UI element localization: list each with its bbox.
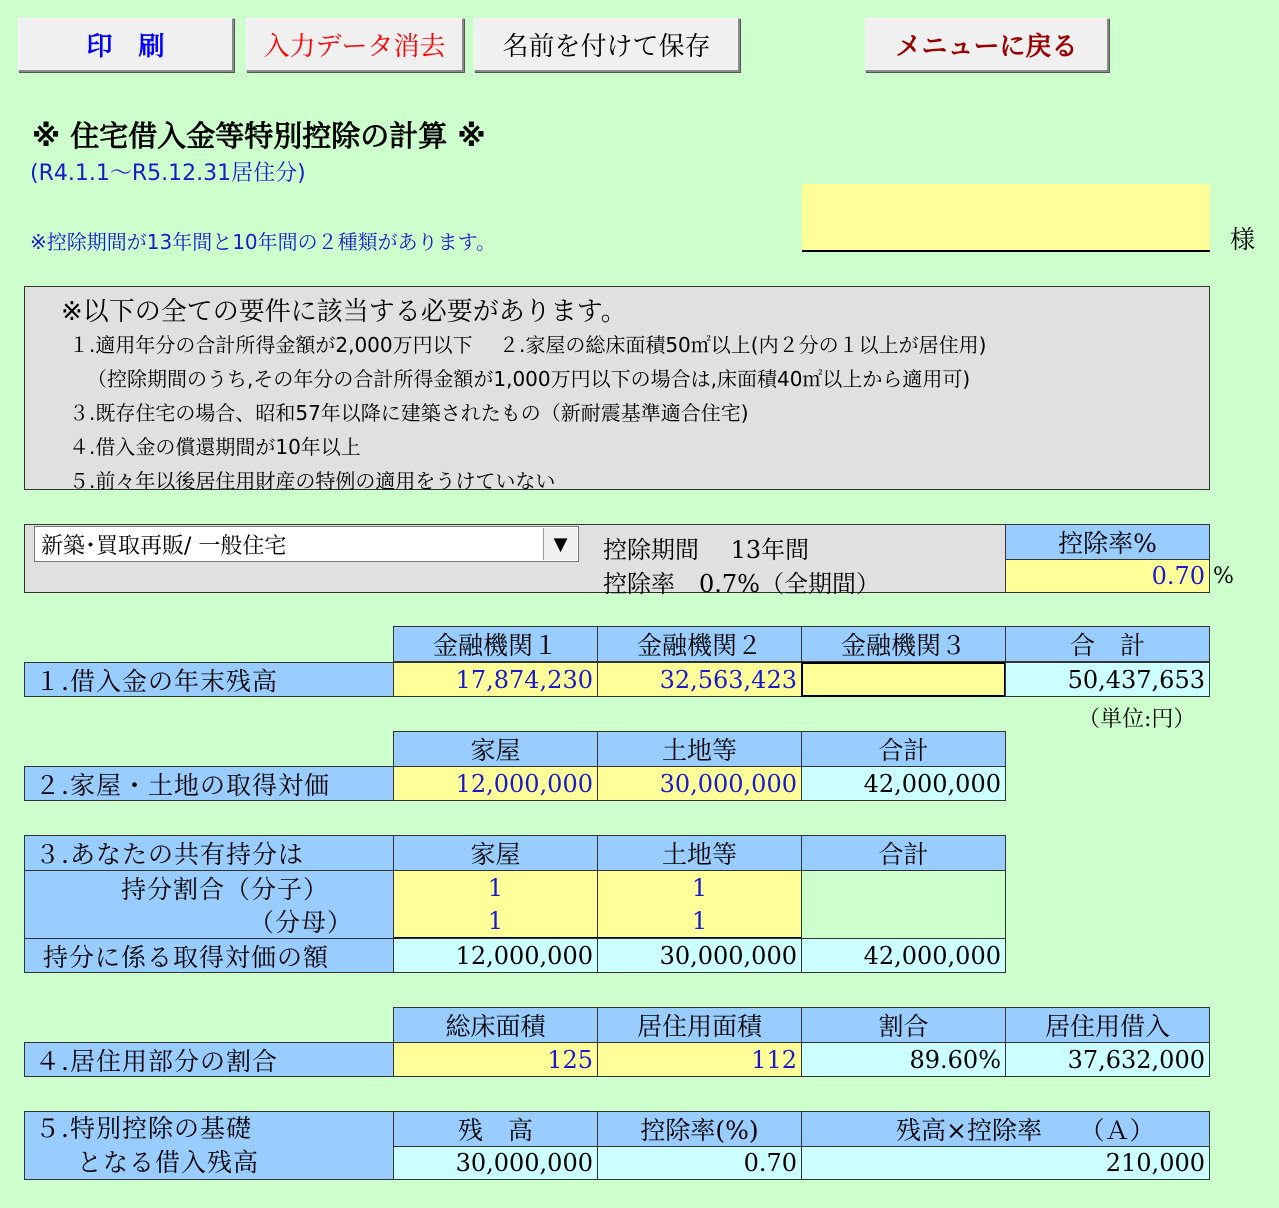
residential-label: ４.居住用部分の割合 bbox=[24, 1042, 394, 1077]
basis-label-line1: ５.特別控除の基礎 bbox=[35, 1113, 252, 1143]
requirement-line: ３.既存住宅の場合、昭和57年以降に建築されたもの（新耐震基準適合住宅) bbox=[69, 401, 749, 425]
housing-type-dropdown[interactable] bbox=[34, 526, 579, 562]
chevron-down-icon[interactable]: ▼ bbox=[543, 528, 577, 560]
residential-floor-area-input[interactable]: 112 bbox=[597, 1042, 802, 1077]
share-denominator-label: （分母） bbox=[24, 904, 394, 939]
basis-rate: 0.70 bbox=[597, 1146, 802, 1180]
loan-header-total: 合 計 bbox=[1005, 626, 1210, 662]
share-house-denominator-input[interactable]: 1 bbox=[393, 904, 598, 939]
residential-ratio: 89.60% bbox=[801, 1042, 1006, 1077]
loan-balance-bank1-input[interactable]: 17,874,230 bbox=[393, 662, 598, 697]
acquisition-header-land: 土地等 bbox=[597, 731, 802, 767]
residential-header-ratio: 割合 bbox=[801, 1007, 1006, 1043]
requirement-line: （控除期間のうち,その年分の合計所得金額が1,000万円以下の場合は,床面積40㎡以上から適用可) bbox=[87, 367, 971, 391]
share-house-numerator-input[interactable]: 1 bbox=[393, 870, 598, 905]
acquisition-land-input[interactable]: 30,000,000 bbox=[597, 766, 802, 801]
basis-header-result: 残高×控除率 （Ａ） bbox=[801, 1111, 1210, 1147]
basis-header-balance: 残 高 bbox=[393, 1111, 598, 1147]
loan-header-bank2: 金融機関２ bbox=[597, 626, 802, 662]
acquisition-house-input[interactable]: 12,000,000 bbox=[393, 766, 598, 801]
basis-balance: 30,000,000 bbox=[393, 1146, 598, 1180]
share-amount-label: 持分に係る取得対価の額 bbox=[24, 938, 394, 973]
residential-header-total-area: 総床面積 bbox=[393, 1007, 598, 1043]
share-land-amount: 30,000,000 bbox=[597, 938, 802, 973]
share-total-amount: 42,000,000 bbox=[801, 938, 1006, 973]
loan-header-bank3: 金融機関３ bbox=[801, 626, 1006, 662]
print-button[interactable]: 印 刷 bbox=[18, 18, 234, 72]
loan-balance-bank3-input[interactable] bbox=[801, 662, 1006, 697]
share-land-denominator-input[interactable]: 1 bbox=[597, 904, 802, 939]
requirement-line: ４.借入金の償還期間が10年以上 bbox=[69, 435, 361, 459]
loan-balance-label: １.借入金の年末残高 bbox=[24, 662, 394, 697]
total-floor-area-input[interactable]: 125 bbox=[393, 1042, 598, 1077]
basis-header-rate: 控除率(%) bbox=[597, 1111, 802, 1147]
requirements-title: ※以下の全ての要件に該当する必要があります。 bbox=[61, 297, 627, 327]
acquisition-total: 42,000,000 bbox=[801, 766, 1006, 801]
share-header-total: 合計 bbox=[801, 835, 1006, 871]
residential-loan: 37,632,000 bbox=[1005, 1042, 1210, 1077]
requirement-line: ５.前々年以後居住用財産の特例の適用をうけていない bbox=[69, 469, 556, 493]
share-house-amount: 12,000,000 bbox=[393, 938, 598, 973]
deduction-period-note: ※控除期間が13年間と10年間の２種類があります。 bbox=[30, 230, 497, 254]
rate-input[interactable]: 0.70 bbox=[1005, 559, 1210, 593]
requirement-line: １.適用年分の合計所得金額が2,000万円以下 ２.家屋の総床面積50㎡以上(内２分の１以上が居住用) bbox=[69, 333, 987, 357]
deduction-period-text: 控除期間 13年間 bbox=[603, 536, 810, 564]
clear-input-button[interactable]: 入力データ消去 bbox=[246, 18, 464, 72]
acquisition-label: ２.家屋・土地の取得対価 bbox=[24, 766, 394, 801]
basis-result: 210,000 bbox=[801, 1146, 1210, 1180]
housing-type-selected: 新築･買取再販/ 一般住宅 bbox=[41, 533, 287, 559]
share-total-ratio bbox=[801, 870, 1006, 939]
share-numerator-label: 持分割合（分子） bbox=[24, 870, 394, 905]
save-as-button[interactable]: 名前を付けて保存 bbox=[474, 18, 740, 72]
requirements-box bbox=[24, 286, 1210, 493]
rate-header: 控除率% bbox=[1005, 524, 1210, 560]
basis-label-line2: となる借入残高 bbox=[77, 1147, 260, 1177]
taxpayer-name-input[interactable] bbox=[802, 184, 1210, 252]
unit-label: （単位:円） bbox=[1078, 707, 1196, 732]
acquisition-header-house: 家屋 bbox=[393, 731, 598, 767]
period-note: (R4.1.1～R5.12.31居住分) bbox=[30, 161, 306, 186]
rate-unit: % bbox=[1213, 564, 1234, 589]
acquisition-header-total: 合計 bbox=[801, 731, 1006, 767]
share-label: ３.あなたの共有持分は bbox=[24, 835, 394, 871]
page-title: ※ 住宅借入金等特別控除の計算 ※ bbox=[32, 119, 486, 153]
honorific-label: 様 bbox=[1230, 225, 1256, 254]
loan-header-bank1: 金融機関１ bbox=[393, 626, 598, 662]
loan-balance-bank2-input[interactable]: 32,563,423 bbox=[597, 662, 802, 697]
residential-header-loan: 居住用借入 bbox=[1005, 1007, 1210, 1043]
basis-label bbox=[24, 1111, 394, 1180]
loan-balance-total: 50,437,653 bbox=[1005, 662, 1210, 697]
back-to-menu-button[interactable]: メニューに戻る bbox=[865, 18, 1109, 72]
share-land-numerator-input[interactable]: 1 bbox=[597, 870, 802, 905]
share-header-land: 土地等 bbox=[597, 835, 802, 871]
deduction-rate-text: 控除率 0.7%（全期間） bbox=[603, 570, 880, 598]
residential-header-residential-area: 居住用面積 bbox=[597, 1007, 802, 1043]
share-header-house: 家屋 bbox=[393, 835, 598, 871]
